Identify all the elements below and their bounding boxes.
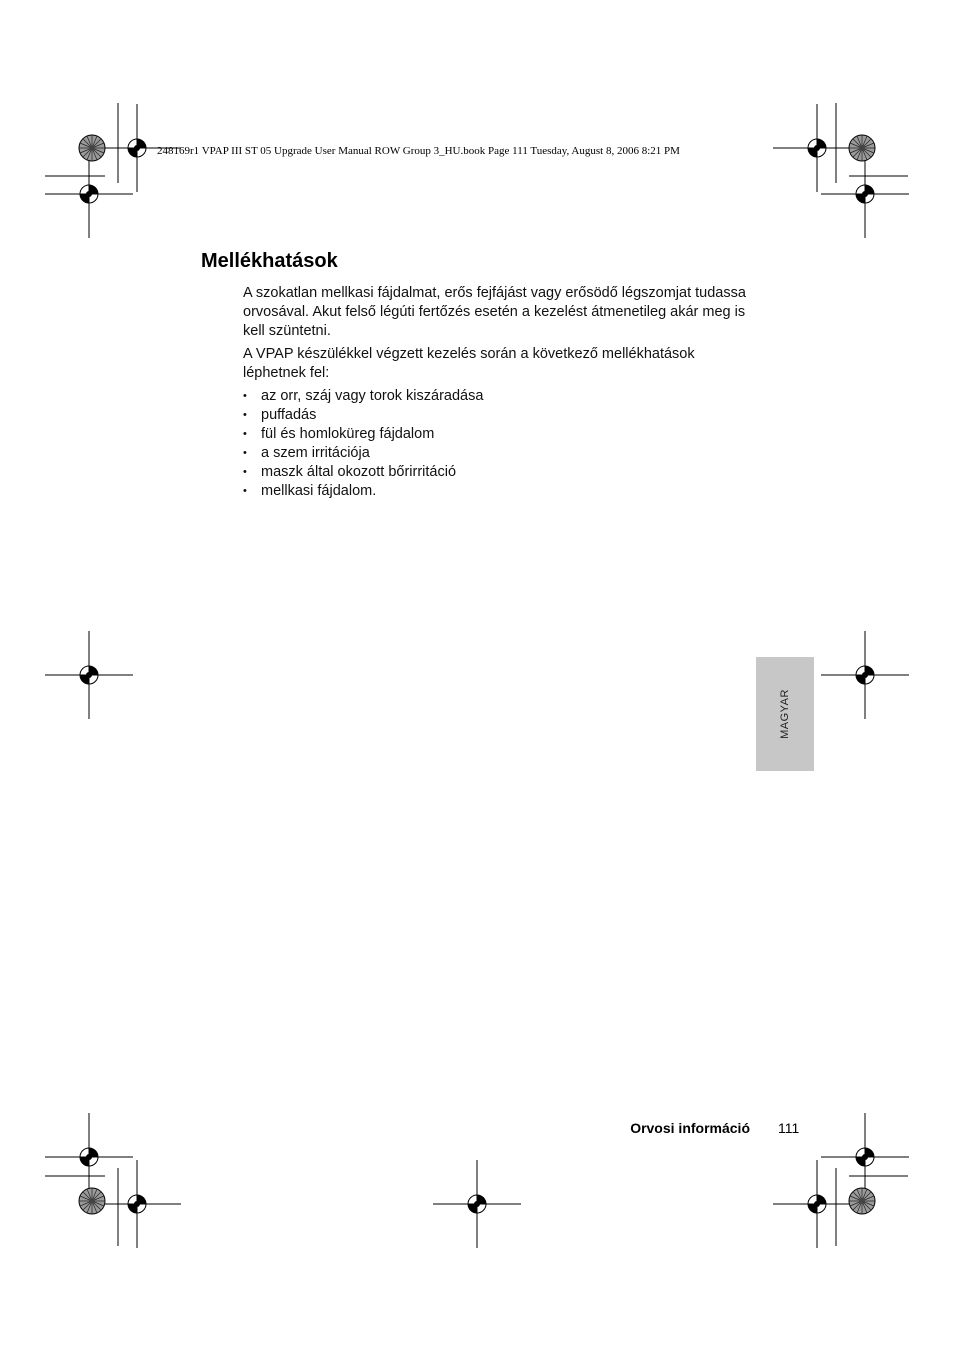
bullet-icon: • [243,485,247,497]
list-item [243,406,753,425]
list-item [243,463,753,482]
section-title: Mellékhatások [201,250,338,272]
bullet-icon: • [243,428,247,440]
bullet-icon: • [243,447,247,459]
paragraph-side-effects-intro: A VPAP készülékkel végzett kezelés során a következő mellékhatások léphetnek fel: [243,346,695,381]
language-tab-label: MAGYAR [778,689,791,739]
list-item-text: maszk által okozott bőrirritáció [261,464,457,480]
list-item-text: puffadás [261,407,317,423]
bullet-icon: • [243,466,247,478]
list-item [243,425,753,444]
list-item-text: a szem irritációja [261,445,370,461]
list-item-text: az orr, száj vagy torok kiszáradása [261,388,484,404]
list-item [243,444,753,463]
footer-section-name: Orvosi információ [630,1120,750,1136]
page-number: 111 [778,1120,800,1136]
bullet-icon: • [243,409,247,421]
list-item [243,387,753,406]
list-item [243,482,753,501]
language-tab [756,657,814,771]
bullet-icon: • [243,390,247,402]
paragraph-symptoms-warning: A szokatlan mellkasi fájdalmat, erős fejfájást vagy erősödő légszomjat tudassa orvosával. Akut felső légúti fertőzés esetén a kezelést átmenetileg akár meg is kell szüntetni. [243,285,746,339]
list-item-text: fül és homloküreg fájdalom [261,426,435,442]
list-item-text: mellkasi fájdalom. [261,483,377,499]
side-effects-list [243,387,753,501]
print-slug-line: 248169r1 VPAP III ST 05 Upgrade User Manual ROW Group 3_HU.book Page 111 Tuesday, August 8, 2006 8:21 PM [157,145,680,157]
section-body [243,284,753,501]
